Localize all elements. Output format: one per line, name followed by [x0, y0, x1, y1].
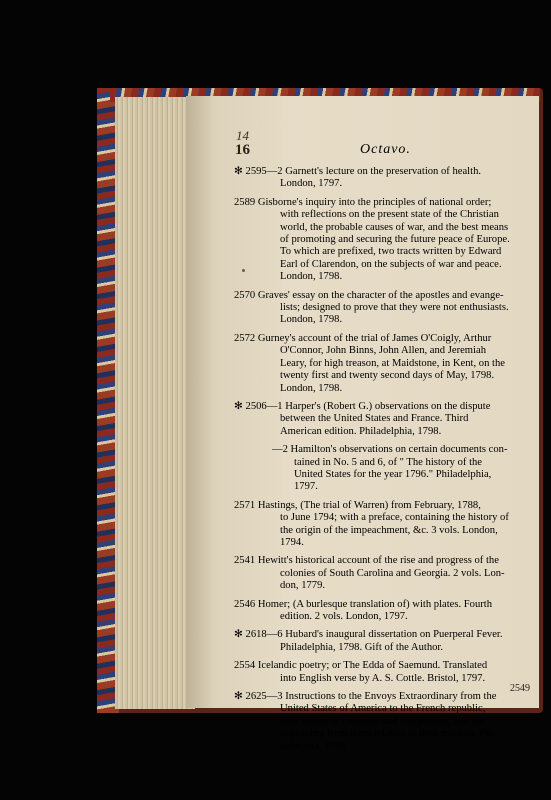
- catalogue-entry: [234, 555, 536, 592]
- entry-line: 2589 Gisborne's inquiry into the principles of national order;: [234, 196, 492, 208]
- entry-line: O'Connor, John Binns, John Allen, and Jeremiah: [280, 345, 486, 357]
- entry-line: into English verse by A. S. Cottle. Bristol, 1797.: [280, 672, 486, 684]
- catalogue-entry: [234, 500, 536, 550]
- entry-line: colonies of South Carolina and Georgia. 2 vols. Lon-: [280, 567, 505, 579]
- entry-line: ✻ 2618—6 Hubard's inaugural dissertation on Puerperal Fever.: [234, 629, 503, 641]
- entry-line: dispatches from them relative to their mission. Phi-: [280, 728, 498, 740]
- entry-line: ✻ 2625—3 Instructions to the Envoys Extraordinary from the: [234, 691, 497, 703]
- catalogue-entry: [234, 691, 536, 753]
- entry-line: London, 1798.: [280, 271, 343, 283]
- catalogue-entry: [234, 333, 536, 395]
- entry-line: their letters of credence and full powers, and the: [280, 715, 485, 727]
- entry-line: London, 1797.: [280, 178, 343, 190]
- entry-line: world, the probable causes of war, and the best means: [280, 221, 509, 233]
- entry-line: Earl of Clarendon, on the subjects of war and peace.: [280, 258, 502, 270]
- entry-line: London, 1798.: [280, 382, 343, 394]
- catalogue-entry: [234, 166, 536, 191]
- entry-line: tained in No. 5 and 6, of " The history of the: [294, 456, 483, 468]
- entry-line: the origin of the impeachment, &c. 3 vols. London,: [280, 524, 498, 536]
- entry-line: don, 1779.: [280, 580, 326, 592]
- entry-line: Philadelphia, 1798. Gift of the Author.: [280, 641, 444, 653]
- pencil-page-number: 14: [236, 128, 249, 143]
- catalogue-entries: [234, 166, 536, 759]
- catalogue-entry: [234, 629, 536, 654]
- entry-line: 2571 Hastings, (The trial of Warren) from February, 1788,: [234, 499, 481, 511]
- entry-line: ✻ 2595—2 Garnett's lecture on the preservation of health.: [234, 166, 482, 177]
- entry-line: —2 Hamilton's observations on certain documents con-: [272, 444, 508, 456]
- page-edges: [115, 97, 195, 709]
- entry-line: 2572 Gurney's account of the trial of James O'Coigly, Arthur: [234, 332, 492, 344]
- entry-line: with reflections on the present state of the Christian: [280, 209, 499, 221]
- entry-line: 1794.: [280, 536, 304, 548]
- entry-line: To which are prefixed, two tracts written by Edward: [280, 246, 502, 258]
- entry-line: ✻ 2506—1 Harper's (Robert G.) observations on the dispute: [234, 400, 491, 412]
- entry-line: edition. 2 vols. London, 1797.: [280, 611, 408, 622]
- page-heading: Octavo.: [360, 142, 411, 157]
- catalogue-entry: [234, 444, 536, 494]
- catalogue-entry: [234, 660, 536, 685]
- entry-line: American edition. Philadelphia, 1798.: [280, 425, 442, 437]
- entry-line: 2546 Homer; (A burlesque translation of) with plates. Fourth: [234, 598, 493, 610]
- entry-line: of promoting and securing the future peace of Europe.: [280, 234, 510, 246]
- entry-line: 2541 Hewitt's historical account of the rise and progress of the: [234, 555, 499, 567]
- page-number: 16: [235, 142, 250, 158]
- entry-line: ladelphia, 1798.: [280, 740, 348, 752]
- entry-line: lists; designed to prove that they were not enthusiasts.: [280, 302, 509, 314]
- entry-line: London, 1798.: [280, 314, 343, 326]
- catalogue-entry: [234, 599, 536, 624]
- entry-line: twenty first and twenty second days of May, 1798.: [280, 370, 495, 382]
- entry-line: between the United States and France. Third: [280, 413, 469, 425]
- catalogue-entry: [234, 290, 536, 327]
- entry-line: United States of America to the French republic,: [280, 703, 486, 715]
- entry-line: Leary, for high treason, at Maidstone, in Kent, on the: [280, 357, 505, 369]
- signature-mark: 2549: [510, 683, 530, 694]
- catalogue-entry: [234, 401, 536, 438]
- entry-line: 1797.: [294, 481, 318, 493]
- entry-line: to June 1794; with a preface, containing the history of: [280, 512, 509, 524]
- catalogue-entry: [234, 197, 536, 284]
- entry-line: 2570 Graves' essay on the character of the apostles and evange-: [234, 289, 504, 301]
- entry-line: United States for the year 1796." Philadelphia,: [294, 468, 492, 480]
- entry-line: 2554 Icelandic poetry; or The Edda of Saemund. Translated: [234, 660, 488, 672]
